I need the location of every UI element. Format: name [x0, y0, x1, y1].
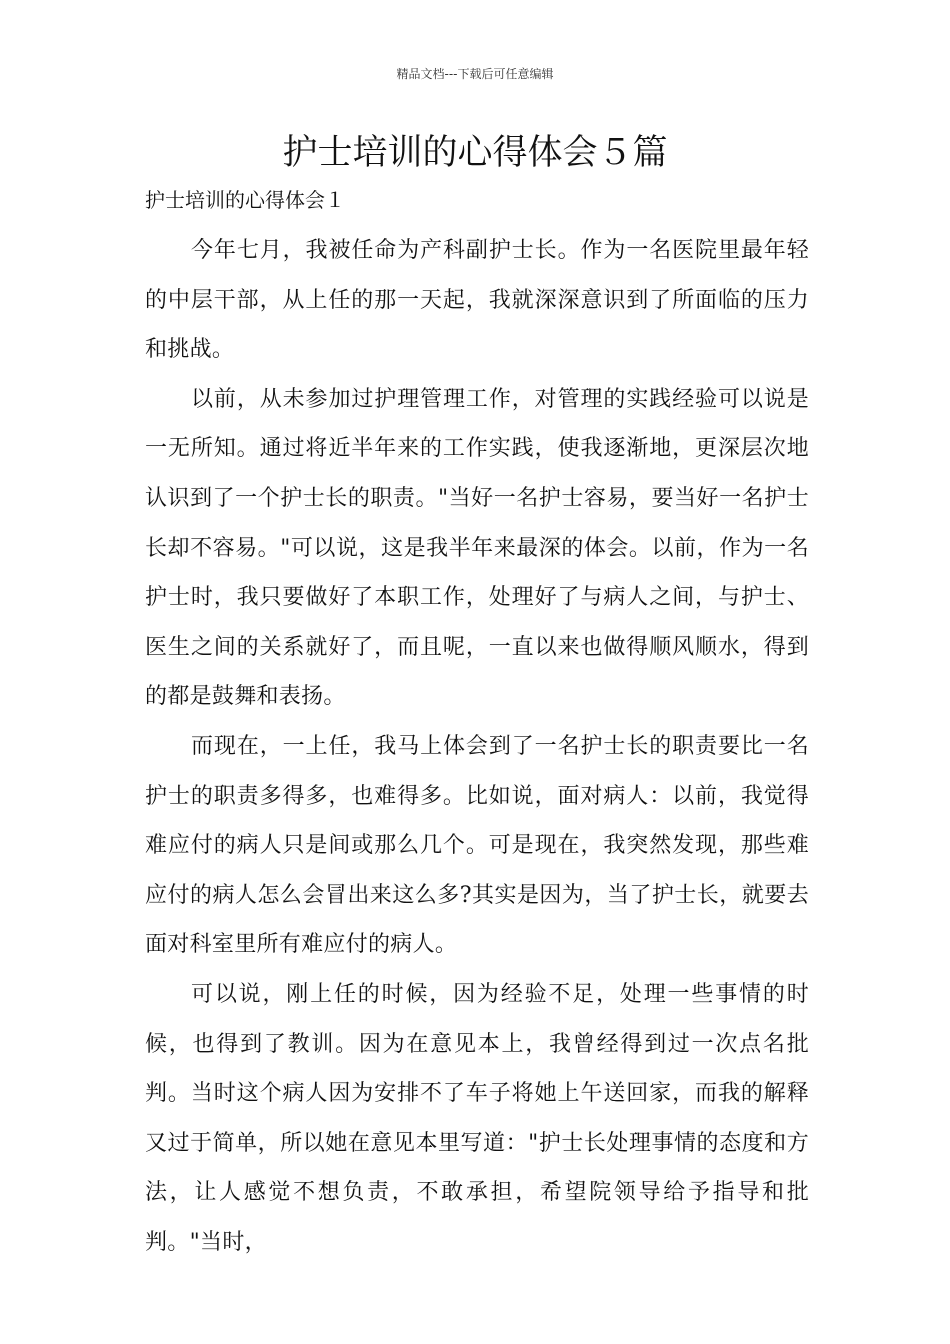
- body-text: [145, 226, 809, 1267]
- document-title: 护士培训的心得体会５篇: [282, 133, 668, 173]
- paragraph: 而现在，一上任，我马上体会到了一名护士长的职责要比一名护士的职责多得多，也难得多。比如说，面对病人：以前，我觉得难应付的病人只是间或那么几个。可是现在，我突然发现，那些难应付的病人怎么会冒出来这么多?其实是因为，当了护士长，就要去面对科室里所有难应付的病人。: [145, 733, 809, 958]
- section-heading: 护士培训的心得体会１: [145, 188, 345, 212]
- header-note: 精品文档---下载后可任意编辑: [396, 67, 554, 81]
- paragraph: 可以说，刚上任的时候，因为经验不足，处理一些事情的时候，也得到了教训。因为在意见本上，我曾经得到过一次点名批判。当时这个病人因为安排不了车子将她上午送回家，而我的解释又过于简单，所以她在意见本里写道："护士长处理事情的态度和方法，让人感觉不想负责，不敢承担，希望院领导给予指导和批判。"当时，: [145, 981, 809, 1255]
- paragraph: 今年七月，我被任命为产科副护士长。作为一名医院里最年轻的中层干部，从上任的那一天起，我就深深意识到了所面临的压力和挑战。: [145, 238, 809, 363]
- paragraph: 以前，从未参加过护理管理工作，对管理的实践经验可以说是一无所知。通过将近半年来的工作实践，使我逐渐地，更深层次地认识到了一个护士长的职责。"当好一名护士容易，要当好一名护士长却不容易。"可以说，这是我半年来最深的体会。以前，作为一名护士时，我只要做好了本职工作，处理好了与病人之间，与护士、医生之间的关系就好了，而且呢，一直以来也做得顺风顺水，得到的都是鼓舞和表扬。: [145, 386, 809, 710]
